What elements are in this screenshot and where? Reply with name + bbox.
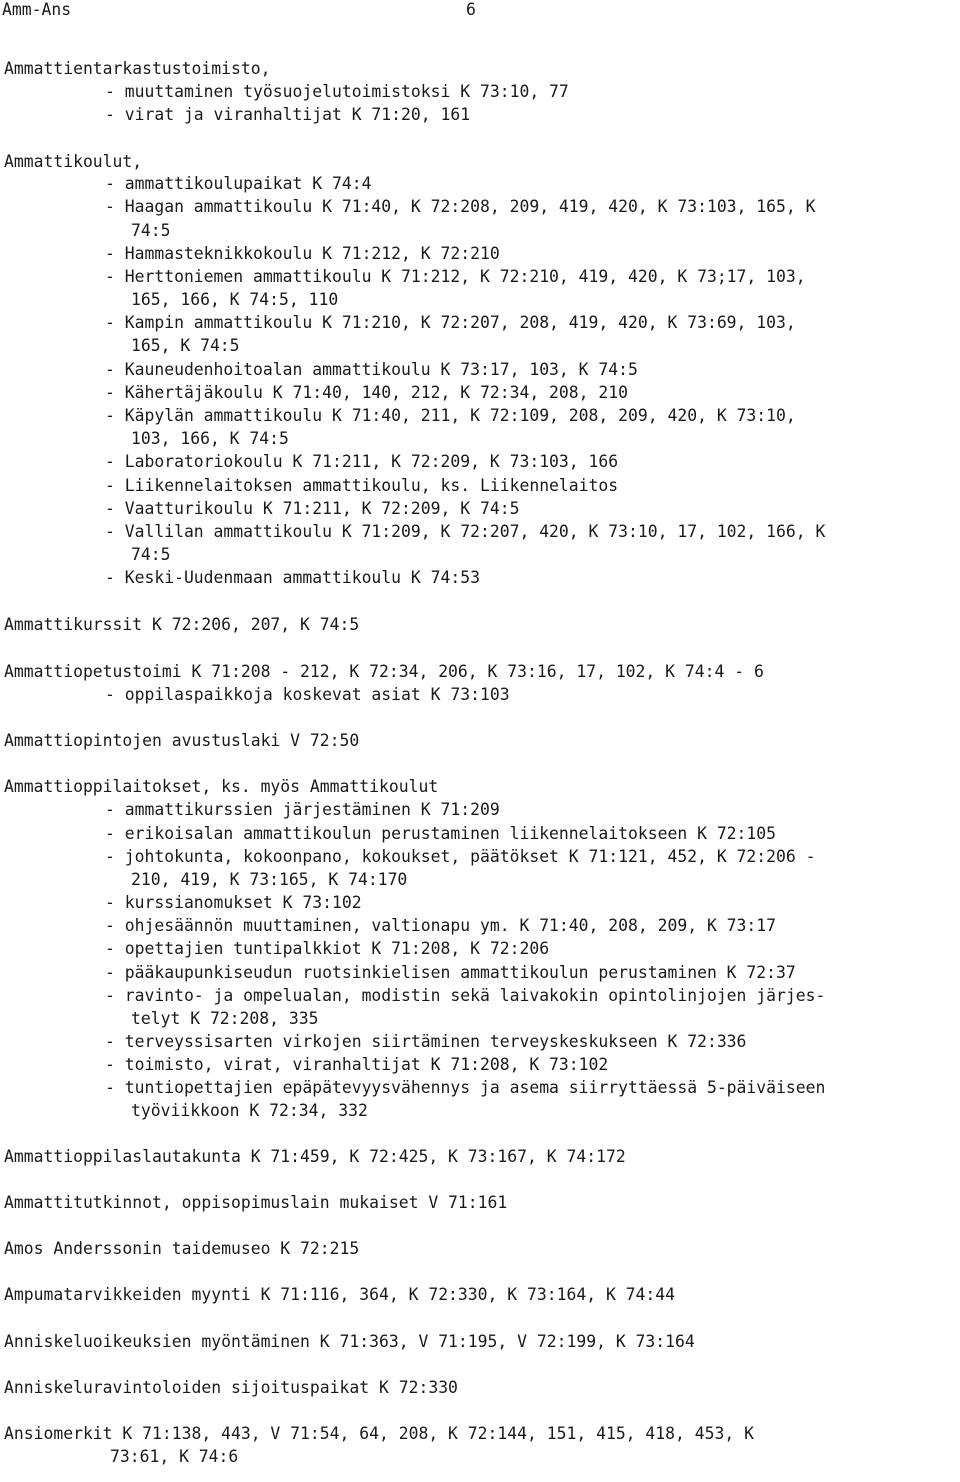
index-subentry: - Keski-Uudenmaan ammattikoulu K 74:53 <box>105 568 480 587</box>
index-continuation: 165, 166, K 74:5, 110 <box>131 290 339 309</box>
page-number: 6 <box>466 0 476 19</box>
index-subentry: - pääkaupunkiseudun ruotsinkielisen ammattikoulun perustaminen K 72:37 <box>105 963 796 982</box>
index-subentry: - Herttoniemen ammattikoulu K 71:212, K 72:210, 419, 420, K 73;17, 103, <box>105 267 806 286</box>
index-entry: Ammattioppilaslautakunta K 71:459, K 72:425, K 73:167, K 74:172 <box>4 1147 626 1166</box>
index-subentry: - Laboratoriokoulu K 71:211, K 72:209, K 73:103, 166 <box>105 452 619 471</box>
index-continuation: 74:5 <box>131 221 171 240</box>
index-entry: Ammattiopetustoimi K 71:208 - 212, K 72:34, 206, K 73:16, 17, 102, K 74:4 - 6 <box>4 662 764 681</box>
index-subentry: - Hammasteknikkokoulu K 71:212, K 72:210 <box>105 244 500 263</box>
index-subentry: - johtokunta, kokoonpano, kokoukset, päätökset K 71:121, 452, K 72:206 - <box>105 847 816 866</box>
index-continuation: 74:5 <box>131 545 171 564</box>
index-entry: Ammattikurssit K 72:206, 207, K 74:5 <box>4 615 360 634</box>
index-continuation: telyt K 72:208, 335 <box>131 1009 319 1028</box>
index-subentry: - oppilaspaikkoja koskevat asiat K 73:103 <box>105 685 510 704</box>
index-entry: Ammattientarkastustoimisto, <box>4 59 271 78</box>
index-entry: Ammattitutkinnot, oppisopimuslain mukaiset V 71:161 <box>4 1193 508 1212</box>
running-header: Amm-Ans <box>2 0 72 19</box>
index-subentry: - Vallilan ammattikoulu K 71:209, K 72:207, 420, K 73:10, 17, 102, 166, K <box>105 522 826 541</box>
index-entry: Ammattiopintojen avustuslaki V 72:50 <box>4 731 360 750</box>
index-subentry: - Käpylän ammattikoulu K 71:40, 211, K 72:109, 208, 209, 420, K 73:10, <box>105 406 796 425</box>
index-entry: Anniskeluravintoloiden sijoituspaikat K 72:330 <box>4 1378 458 1397</box>
index-subentry: - erikoisalan ammattikoulun perustaminen liikennelaitokseen K 72:105 <box>105 824 777 843</box>
index-entry: Anniskeluoikeuksien myöntäminen K 71:363, V 71:195, V 72:199, K 73:164 <box>4 1332 695 1351</box>
index-subentry: - Vaatturikoulu K 71:211, K 72:209, K 74:5 <box>105 499 520 518</box>
index-subentry: - opettajien tuntipalkkiot K 71:208, K 72:206 <box>105 939 550 958</box>
index-subentry: - toimisto, virat, viranhaltijat K 71:208, K 73:102 <box>105 1055 609 1074</box>
index-continuation: 210, 419, K 73:165, K 74:170 <box>131 870 408 889</box>
index-subentry: - terveyssisarten virkojen siirtäminen terveyskeskukseen K 72:336 <box>105 1032 747 1051</box>
index-subentry: - Kauneudenhoitoalan ammattikoulu K 73:17, 103, K 74:5 <box>105 360 638 379</box>
index-subentry: - tuntiopettajien epäpätevyysvähennys ja asema siirryttäessä 5-päiväiseen <box>105 1078 826 1097</box>
index-subentry: - ammattikurssien järjestäminen K 71:209 <box>105 800 500 819</box>
index-subentry: - kurssianomukset K 73:102 <box>105 893 362 912</box>
index-continuation: 73:61, K 74:6 <box>110 1447 239 1466</box>
index-subentry: - ravinto- ja ompelualan, modistin sekä laivakokin opintolinjojen järjes- <box>105 986 826 1005</box>
index-entry: Amos Anderssonin taidemuseo K 72:215 <box>4 1239 360 1258</box>
index-subentry: - ammattikoulupaikat K 74:4 <box>105 174 372 193</box>
index-entry: Ammattioppilaitokset, ks. myös Ammattikoulut <box>4 777 439 796</box>
index-subentry: - Kampin ammattikoulu K 71:210, K 72:207, 208, 419, 420, K 73:69, 103, <box>105 313 796 332</box>
index-subentry: - muuttaminen työsuojelutoimistoksi K 73:10, 77 <box>105 82 569 101</box>
index-subentry: - ohjesäännön muuttaminen, valtionapu ym. K 71:40, 208, 209, K 73:17 <box>105 916 777 935</box>
index-continuation: työviikkoon K 72:34, 332 <box>131 1101 368 1120</box>
index-subentry: - Haagan ammattikoulu K 71:40, K 72:208, 209, 419, 420, K 73:103, 165, K <box>105 197 816 216</box>
index-continuation: 165, K 74:5 <box>131 336 240 355</box>
index-subentry: - virat ja viranhaltijat K 71:20, 161 <box>105 105 471 124</box>
index-subentry: - Liikennelaitoksen ammattikoulu, ks. Liikennelaitos <box>105 476 619 495</box>
index-entry: Ammattikoulut, <box>4 152 143 171</box>
index-entry: Ansiomerkit K 71:138, 443, V 71:54, 64, 208, K 72:144, 151, 415, 418, 453, K <box>4 1424 754 1443</box>
index-entry: Ampumatarvikkeiden myynti K 71:116, 364, K 72:330, K 73:164, K 74:44 <box>4 1285 676 1304</box>
index-subentry: - Kähertäjäkoulu K 71:40, 140, 212, K 72:34, 208, 210 <box>105 383 629 402</box>
index-continuation: 103, 166, K 74:5 <box>131 429 289 448</box>
